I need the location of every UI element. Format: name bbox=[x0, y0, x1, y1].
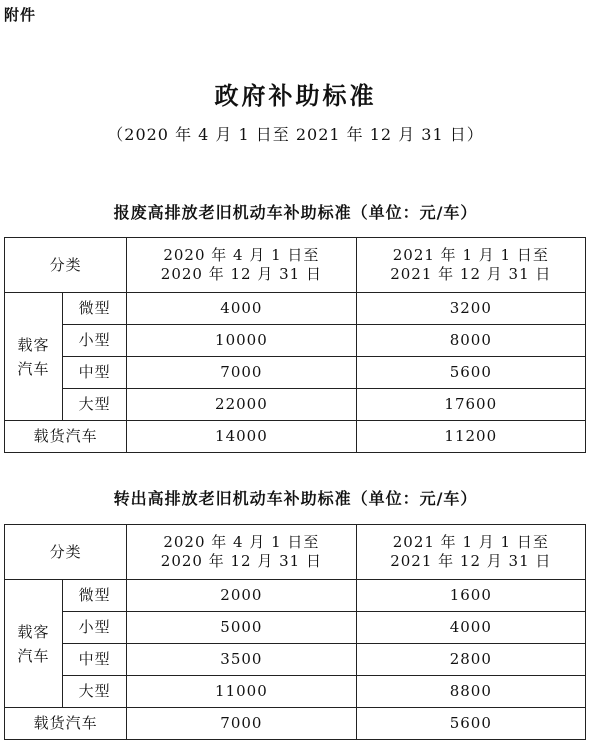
header-period-1 bbox=[127, 525, 356, 580]
vehicle-type: 小型 bbox=[63, 325, 127, 357]
header-category: 分类 bbox=[5, 525, 127, 580]
table-row bbox=[5, 580, 586, 612]
attachment-label: 附件 bbox=[4, 6, 37, 24]
value-period-1: 7000 bbox=[127, 708, 356, 740]
value-period-2: 1600 bbox=[356, 580, 585, 612]
vehicle-type: 大型 bbox=[63, 676, 127, 708]
vehicle-type: 中型 bbox=[63, 357, 127, 389]
page-subtitle: （2020 年 4 月 1 日至 2021 年 12 月 31 日） bbox=[107, 125, 484, 144]
header-period-2-line1: 2021 年 1 月 1 日至 bbox=[392, 246, 549, 264]
scrap-subsidy-table bbox=[4, 237, 586, 453]
value-period-2: 11200 bbox=[356, 421, 585, 453]
table-row bbox=[5, 357, 586, 389]
value-period-1: 7000 bbox=[127, 357, 356, 389]
passenger-group-text: 载客汽车 bbox=[17, 335, 50, 378]
value-period-1: 2000 bbox=[127, 580, 356, 612]
vehicle-type: 大型 bbox=[63, 389, 127, 421]
value-period-2: 3200 bbox=[356, 293, 585, 325]
value-period-1: 14000 bbox=[127, 421, 356, 453]
value-period-2: 8800 bbox=[356, 676, 585, 708]
table-header-row bbox=[5, 238, 586, 293]
vehicle-type: 小型 bbox=[63, 612, 127, 644]
vehicle-type: 中型 bbox=[63, 644, 127, 676]
value-period-1: 3500 bbox=[127, 644, 356, 676]
value-period-1: 10000 bbox=[127, 325, 356, 357]
header-period-1 bbox=[127, 238, 356, 293]
header-period-1-line1: 2020 年 4 月 1 日至 bbox=[163, 533, 320, 551]
passenger-group-label bbox=[5, 293, 63, 421]
transfer-subsidy-table bbox=[4, 524, 586, 740]
vehicle-type: 微型 bbox=[63, 293, 127, 325]
header-period-2 bbox=[356, 238, 585, 293]
value-period-1: 4000 bbox=[127, 293, 356, 325]
page-title: 政府补助标准 bbox=[214, 81, 377, 110]
table-row-freight bbox=[5, 708, 586, 740]
table-row bbox=[5, 325, 586, 357]
header-period-2 bbox=[356, 525, 585, 580]
value-period-2: 17600 bbox=[356, 389, 585, 421]
value-period-2: 8000 bbox=[356, 325, 585, 357]
scrap-subsidy-table-title: 报废高排放老旧机动车补助标准（单位：元/车） bbox=[113, 203, 478, 222]
table-row bbox=[5, 676, 586, 708]
header-period-2-line2: 2021 年 12 月 31 日 bbox=[390, 265, 552, 283]
vehicle-type: 微型 bbox=[63, 580, 127, 612]
passenger-group-text: 载客汽车 bbox=[17, 622, 50, 665]
table-row bbox=[5, 293, 586, 325]
table-row bbox=[5, 612, 586, 644]
value-period-2: 5600 bbox=[356, 708, 585, 740]
header-period-2-line2: 2021 年 12 月 31 日 bbox=[390, 552, 552, 570]
header-period-1-line1: 2020 年 4 月 1 日至 bbox=[163, 246, 320, 264]
freight-label: 载货汽车 bbox=[5, 421, 127, 453]
header-category: 分类 bbox=[5, 238, 127, 293]
table-row-freight bbox=[5, 421, 586, 453]
header-period-1-line2: 2020 年 12 月 31 日 bbox=[160, 552, 322, 570]
value-period-2: 2800 bbox=[356, 644, 585, 676]
table-row bbox=[5, 644, 586, 676]
value-period-1: 22000 bbox=[127, 389, 356, 421]
value-period-1: 5000 bbox=[127, 612, 356, 644]
freight-label: 载货汽车 bbox=[5, 708, 127, 740]
header-period-2-line1: 2021 年 1 月 1 日至 bbox=[392, 533, 549, 551]
table-header-row bbox=[5, 525, 586, 580]
passenger-group-label bbox=[5, 580, 63, 708]
value-period-2: 5600 bbox=[356, 357, 585, 389]
transfer-subsidy-table-title: 转出高排放老旧机动车补助标准（单位：元/车） bbox=[113, 489, 478, 508]
value-period-2: 4000 bbox=[356, 612, 585, 644]
table-row bbox=[5, 389, 586, 421]
header-period-1-line2: 2020 年 12 月 31 日 bbox=[160, 265, 322, 283]
value-period-1: 11000 bbox=[127, 676, 356, 708]
